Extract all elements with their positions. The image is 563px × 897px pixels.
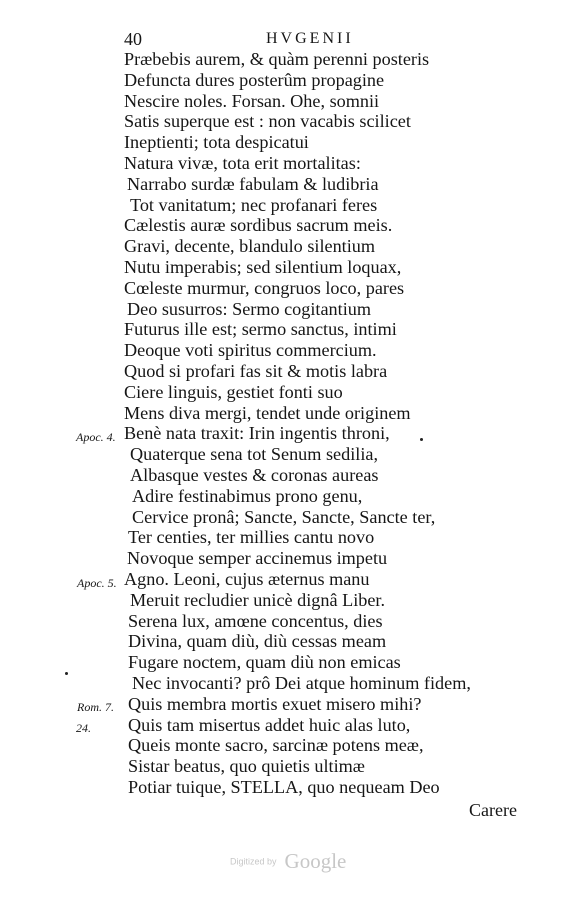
- poem-line: Deoque voti spiritus commercium.: [124, 340, 377, 361]
- poem-line: Futurus ille est; sermo sanctus, intimi: [124, 319, 397, 340]
- watermark-brand: Google: [284, 849, 347, 873]
- margin-reference-apocalypse-5: Apoc. 5.: [77, 576, 117, 590]
- poem-line: Meruit recludier unicè dignâ Liber.: [130, 589, 386, 610]
- poem-line: Defuncta dures posterûm propagine: [124, 69, 385, 90]
- poem-line: Quis membra mortis exuet misero mihi?: [128, 693, 422, 714]
- poem-line: Quaterque sena tot Senum sedilia,: [130, 444, 378, 465]
- poem-line: Deo susurros: Sermo cogitantium: [127, 298, 371, 319]
- poem-line: Agno. Leoni, cujus æternus manu: [124, 568, 370, 589]
- poem-line: Ciere linguis, gestiet fonti suo: [124, 381, 343, 402]
- poem-line: Mens diva mergi, tendet unde originem: [124, 402, 411, 423]
- margin-reference-apocalypse-4: Apoc. 4.: [76, 430, 116, 444]
- poem-line: Adire festinabimus prono genu,: [132, 485, 363, 506]
- poem-line: Nutu imperabis; sed silentium loquax,: [124, 256, 402, 277]
- poem-line: Cælestis auræ sordibus sacrum meis.: [124, 215, 393, 236]
- margin-reference-verse-24: 24.: [76, 721, 91, 735]
- page-number: 40: [124, 29, 142, 49]
- poem-line: Fugare noctem, quam diù non emicas: [128, 652, 401, 673]
- margin-reference-romans-7: Rom. 7.: [77, 700, 114, 714]
- poem-line: Sistar beatus, quo quietis ultimæ: [128, 756, 365, 777]
- poem-line: Divina, quam diù, diù cessas meam: [128, 631, 387, 652]
- poem-line: Potiar tuique, STELLA, quo nequeam Deo: [128, 776, 440, 797]
- running-head: HVGENII: [266, 30, 354, 47]
- watermark-prefix: Digitized by: [230, 856, 277, 867]
- poem-line: Ter centies, ter millies cantu novo: [128, 527, 375, 548]
- digitization-watermark: [230, 849, 346, 874]
- poem-line: Benè nata traxit: Irin ingentis throni,: [124, 423, 390, 444]
- poem-line: Quod si profari fas sit & motis labra: [124, 360, 388, 381]
- catchword: Carere: [469, 800, 517, 820]
- poem-line: Tot vanitatum; nec profanari feres: [130, 194, 378, 215]
- ink-spot: [420, 438, 423, 441]
- poem-line: Serena lux, amœne concentus, dies: [128, 610, 383, 631]
- poem-line: Albasque vestes & coronas aureas: [130, 464, 379, 485]
- poem-line: Quis tam misertus addet huic alas luto,: [128, 714, 411, 735]
- poem-line: Præbebis aurem, & quàm perenni posteris: [124, 49, 430, 69]
- poem-line: Natura vivæ, tota erit mortalitas:: [124, 152, 361, 173]
- poem-line: Queis monte sacro, sarcinæ potens meæ,: [128, 735, 424, 756]
- poem-line: Cœleste murmur, congruos loco, pares: [124, 277, 405, 298]
- poem-text: [124, 49, 484, 798]
- poem-line: Nec invocanti? prô Dei atque hominum fidem,: [132, 672, 471, 693]
- poem-line: Narrabo surdæ fabulam & ludibria: [127, 173, 379, 194]
- poem-line: Gravi, decente, blandulo silentium: [124, 236, 376, 257]
- poem-line: Cervice pronâ; Sancte, Sancte, Sancte ter,: [132, 506, 436, 527]
- poem-line: Novoque semper accinemus impetu: [127, 548, 388, 569]
- poem-line: Ineptienti; tota despicatui: [124, 132, 309, 153]
- ink-spot: [65, 672, 68, 675]
- poem-line: Satis superque est : non vacabis scilicet: [124, 111, 411, 132]
- poem-line: Nescire noles. Forsan. Ohe, somnii: [124, 90, 380, 111]
